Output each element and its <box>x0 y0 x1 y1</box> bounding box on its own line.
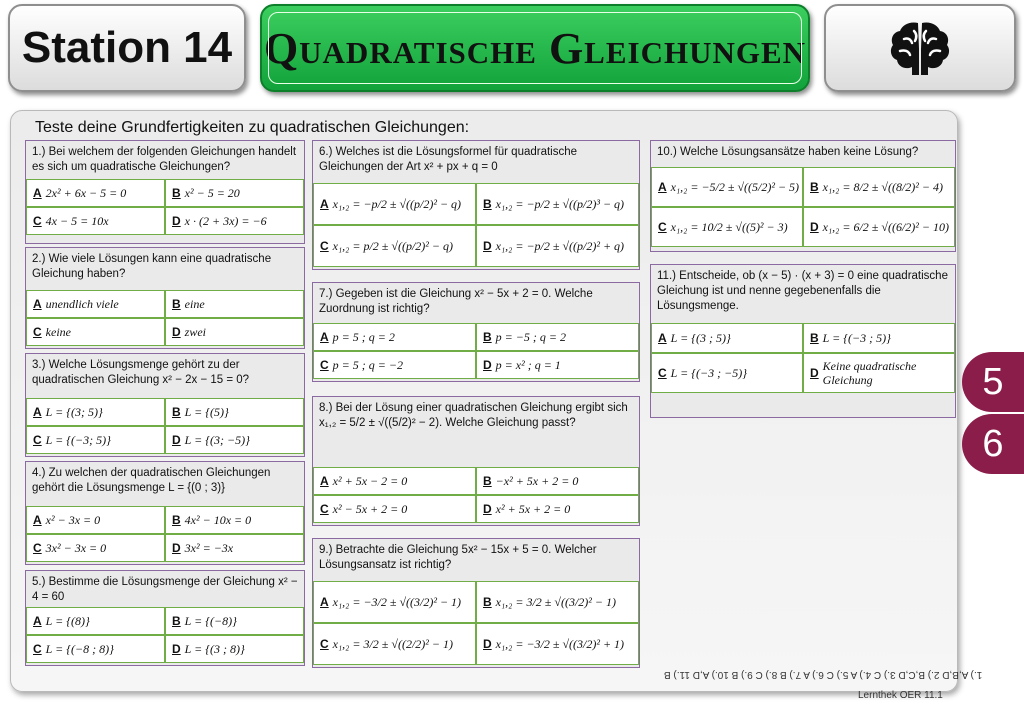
option-d[interactable] <box>165 318 304 346</box>
option-label: A <box>33 297 42 311</box>
option-label: C <box>320 239 329 253</box>
option-a[interactable] <box>651 167 803 207</box>
option-text: p = 5 ; q = 2 <box>332 329 395 344</box>
question-9 <box>312 538 640 668</box>
option-text: x₁,₂ = 10/2 ± √((5)² − 3) <box>670 219 788 234</box>
option-b[interactable] <box>803 323 955 353</box>
intro-text: Teste deine Grundfertigkeiten zu quadratischen Gleichungen: <box>35 119 470 136</box>
question-5 <box>25 570 305 666</box>
option-label: B <box>483 595 492 609</box>
option-text: p = −5 ; q = 2 <box>495 329 566 344</box>
option-label: A <box>33 186 42 200</box>
option-label: B <box>483 197 492 211</box>
option-text: zwei <box>184 324 207 339</box>
option-label: C <box>658 366 667 380</box>
question-6 <box>312 140 640 270</box>
option-text: x₁,₂ = −p/2 ± √((p/2)² − q) <box>332 196 462 211</box>
option-label: A <box>658 180 667 194</box>
option-text: x² + 5x − 2 = 0 <box>332 473 408 488</box>
option-text: x₁,₂ = −3/2 ± √((3/2)² − 1) <box>332 594 462 609</box>
option-text: Keine quadratische Gleichung <box>822 359 917 387</box>
tab-label: 6 <box>982 422 1004 465</box>
page-title: Quadratische Gleichungen <box>263 23 807 73</box>
question-10 <box>650 140 956 252</box>
option-c[interactable] <box>313 623 476 665</box>
option-a[interactable] <box>313 183 476 225</box>
option-label: C <box>33 541 42 555</box>
station-label: Station 14 <box>21 23 233 72</box>
option-label: B <box>172 513 181 527</box>
option-label: A <box>320 595 329 609</box>
option-label: D <box>172 642 181 656</box>
option-text: L = {(3; 5)} <box>45 404 103 419</box>
question-7 <box>312 282 640 382</box>
station-box <box>8 4 246 92</box>
question-11-options <box>651 323 955 393</box>
option-a[interactable] <box>26 607 165 635</box>
option-label: D <box>172 214 181 228</box>
option-label: C <box>320 637 329 651</box>
option-a[interactable] <box>313 467 476 495</box>
option-text: x₁,₂ = 3/2 ± √((3/2)² − 1) <box>495 594 616 609</box>
option-label: A <box>33 614 42 628</box>
option-c[interactable] <box>26 318 165 346</box>
question-9-text: 9.) Betrachte die Gleichung 5x² − 15x + 5 = 0. Welcher Lösungsansatz ist richtig? <box>319 544 597 571</box>
question-1 <box>25 140 305 244</box>
option-text: p = 5 ; q = −2 <box>332 357 403 372</box>
option-d[interactable] <box>165 635 304 663</box>
answer-key: 1.) A,B,D 2.) B,C,D 3.) C 4.) A 5.) C 6.) A 7.) B 8.) C 9.) B 10.) A,D 11.) B <box>664 669 983 680</box>
option-text: x² + 5x + 2 = 0 <box>495 501 571 516</box>
question-7-text: 7.) Gegeben ist die Gleichung x² − 5x + 2 = 0. Welche Zuordnung ist richtig? <box>319 288 593 315</box>
option-text: L = {(3 ; 8)} <box>184 641 245 656</box>
option-label: D <box>172 541 181 555</box>
option-label: B <box>172 405 181 419</box>
option-c[interactable] <box>651 353 803 393</box>
option-text: L = {(−3; 5)} <box>45 432 111 447</box>
option-text: 3x² = −3x <box>184 540 234 555</box>
question-3-options <box>26 398 304 454</box>
question-10-options <box>651 167 955 247</box>
question-7-options <box>313 323 639 379</box>
title-box <box>260 4 810 92</box>
option-text: 2x² + 6x − 5 = 0 <box>45 185 127 200</box>
option-a[interactable] <box>313 581 476 623</box>
option-label: B <box>172 297 181 311</box>
option-label: D <box>483 637 492 651</box>
tab-label: 5 <box>982 360 1004 403</box>
option-text: x₁,₂ = −p/2 ± √((p/2)³ − q) <box>495 196 625 211</box>
option-label: A <box>658 331 667 345</box>
option-d[interactable] <box>476 495 639 523</box>
option-text: x₁,₂ = 8/2 ± √((8/2)² − 4) <box>822 179 943 194</box>
option-a[interactable] <box>313 323 476 351</box>
question-5-text: 5.) Bestimme die Lösungsmenge der Gleichung x² − 4 = 60 <box>32 576 298 603</box>
option-d[interactable] <box>165 207 304 235</box>
option-text: x₁,₂ = 6/2 ± √((6/2)² − 10) <box>822 219 949 234</box>
option-text: x₁,₂ = −p/2 ± √((p/2)² + q) <box>495 238 625 253</box>
option-label: D <box>810 366 819 380</box>
option-label: A <box>33 513 42 527</box>
option-label: B <box>810 180 819 194</box>
option-text: L = {(−8 ; 8)} <box>45 641 114 656</box>
option-a[interactable] <box>651 323 803 353</box>
option-c[interactable] <box>313 225 476 267</box>
option-label: D <box>483 239 492 253</box>
question-4-options <box>26 506 304 562</box>
option-text: x₁,₂ = −3/2 ± √((3/2)² + 1) <box>495 636 625 651</box>
option-label: A <box>33 405 42 419</box>
option-text: 4x − 5 = 10x <box>45 213 109 228</box>
option-b[interactable] <box>165 179 304 207</box>
option-label: B <box>172 614 181 628</box>
option-label: B <box>483 474 492 488</box>
option-label: C <box>320 358 329 372</box>
option-label: A <box>320 330 329 344</box>
question-8-text: 8.) Bei der Lösung einer quadratischen Gleichung ergibt sich x₁,₂ = 5/2 ± √((5/2)² − 2). Welche Gleichung passt? <box>319 402 628 429</box>
question-3 <box>25 353 305 457</box>
option-label: B <box>483 330 492 344</box>
option-c[interactable] <box>313 495 476 523</box>
brain-icon-box <box>824 4 1016 92</box>
option-text: x² − 3x = 0 <box>45 512 101 527</box>
option-label: B <box>810 331 819 345</box>
option-d[interactable] <box>476 623 639 665</box>
option-a[interactable] <box>26 398 165 426</box>
option-b[interactable] <box>476 467 639 495</box>
option-label: C <box>33 214 42 228</box>
option-label: C <box>33 325 42 339</box>
question-1-text: 1.) Bei welchem der folgenden Gleichungen handelt es sich um quadratische Gleichungen? <box>32 146 297 173</box>
option-d[interactable] <box>803 207 955 247</box>
option-label: A <box>320 197 329 211</box>
option-a[interactable] <box>26 506 165 534</box>
option-text: L = {(−3 ; −5)} <box>670 365 748 380</box>
option-label: C <box>33 433 42 447</box>
question-2 <box>25 247 305 349</box>
option-label: C <box>320 502 329 516</box>
option-text: 3x² − 3x = 0 <box>45 540 107 555</box>
option-a[interactable] <box>26 179 165 207</box>
question-2-options <box>26 290 304 346</box>
option-d[interactable] <box>165 426 304 454</box>
option-d[interactable] <box>165 534 304 562</box>
question-8-options <box>313 467 639 523</box>
option-label: C <box>33 642 42 656</box>
option-text: unendlich viele <box>45 296 119 311</box>
option-text: L = {(8)} <box>45 613 90 628</box>
option-d[interactable] <box>476 225 639 267</box>
option-c[interactable] <box>26 635 165 663</box>
option-c[interactable] <box>26 207 165 235</box>
option-b[interactable] <box>476 581 639 623</box>
option-d[interactable] <box>803 353 955 393</box>
option-b[interactable] <box>476 183 639 225</box>
option-text: eine <box>184 296 205 311</box>
option-text: L = {(3; −5)} <box>184 432 250 447</box>
question-4 <box>25 461 305 565</box>
station-tab-6[interactable] <box>962 414 1024 474</box>
option-label: A <box>320 474 329 488</box>
option-label: D <box>172 433 181 447</box>
option-text: −x² + 5x + 2 = 0 <box>495 473 579 488</box>
option-text: 4x² − 10x = 0 <box>184 512 252 527</box>
option-label: D <box>483 358 492 372</box>
option-b[interactable] <box>165 506 304 534</box>
option-d[interactable] <box>476 351 639 379</box>
question-2-text: 2.) Wie viele Lösungen kann eine quadratische Gleichung haben? <box>32 253 272 280</box>
option-text: x₁,₂ = 3/2 ± √((2/2)² − 1) <box>332 636 453 651</box>
option-b[interactable] <box>476 323 639 351</box>
question-6-options <box>313 183 639 267</box>
option-text: x · (2 + 3x) = −6 <box>184 213 267 228</box>
brain-icon <box>888 19 952 77</box>
question-11 <box>650 264 956 418</box>
option-label: C <box>658 220 667 234</box>
option-text: keine <box>45 324 71 339</box>
option-b[interactable] <box>803 167 955 207</box>
option-c[interactable] <box>651 207 803 247</box>
option-text: L = {(−8)} <box>184 613 237 628</box>
title-inner-border <box>268 12 802 84</box>
option-b[interactable] <box>165 607 304 635</box>
option-text: p = x² ; q = 1 <box>495 357 561 372</box>
option-text: x₁,₂ = −5/2 ± √((5/2)² − 5) <box>670 179 800 194</box>
question-3-text: 3.) Welche Lösungsmenge gehört zu der quadratischen Gleichung x² − 2x − 15 = 0? <box>32 359 250 386</box>
option-text: x² − 5 = 20 <box>184 185 240 200</box>
option-b[interactable] <box>165 290 304 318</box>
option-label: D <box>810 220 819 234</box>
option-a[interactable] <box>26 290 165 318</box>
option-label: D <box>172 325 181 339</box>
option-label: B <box>172 186 181 200</box>
option-text: x² − 5x + 2 = 0 <box>332 501 408 516</box>
option-text: x₁,₂ = p/2 ± √((p/2)² − q) <box>332 238 453 253</box>
option-c[interactable] <box>313 351 476 379</box>
option-text: L = {(−3 ; 5)} <box>822 330 891 345</box>
option-label: D <box>483 502 492 516</box>
question-10-text: 10.) Welche Lösungsansätze haben keine Lösung? <box>657 146 919 158</box>
question-1-options <box>26 179 304 235</box>
option-text: L = {(5)} <box>184 404 229 419</box>
option-c[interactable] <box>26 426 165 454</box>
question-4-text: 4.) Zu welchen der quadratischen Gleichungen gehört die Lösungsmenge L = {(0 ; 3)} <box>32 467 271 494</box>
option-text: L = {(3 ; 5)} <box>670 330 731 345</box>
station-tab-5[interactable] <box>962 352 1024 412</box>
option-c[interactable] <box>26 534 165 562</box>
question-9-options <box>313 581 639 665</box>
question-6-text: 6.) Welches ist die Lösungsformel für quadratische Gleichungen der Art x² + px + q = 0 <box>319 146 578 173</box>
question-5-options <box>26 607 304 663</box>
footer-credit: Lernthek OER 11.1 <box>858 690 943 701</box>
option-b[interactable] <box>165 398 304 426</box>
question-11-text: 11.) Entscheide, ob (x − 5) · (x + 3) = 0 eine quadratische Gleichung ist und nenne gegebenenfalls die Lösungsmenge. <box>657 270 948 312</box>
question-8 <box>312 396 640 526</box>
